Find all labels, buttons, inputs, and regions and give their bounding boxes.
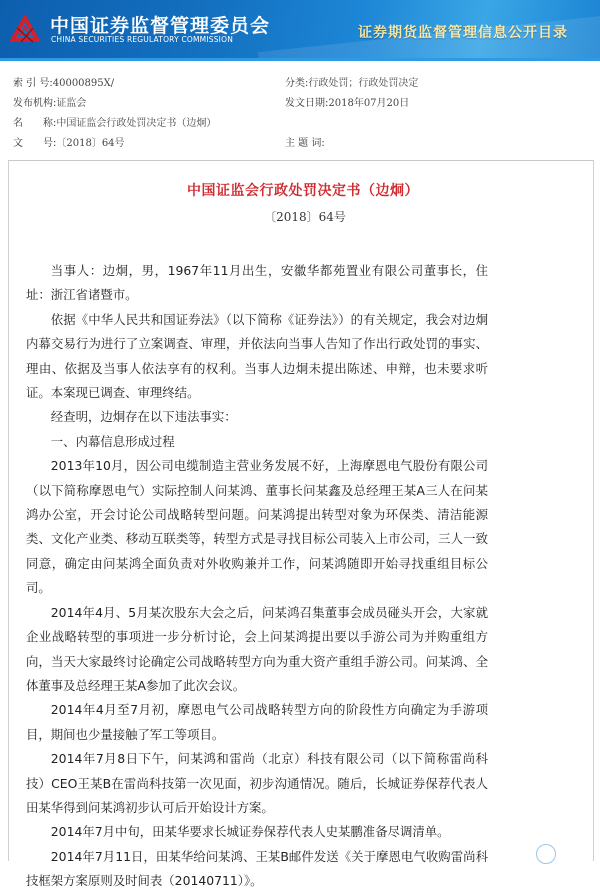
- meta-value: 〔2018〕64号: [56, 138, 125, 149]
- paragraph: 2014年4月、5月某次股东大会之后，问某鸿召集董事会成员碰头开会，大家就企业战略转型的事项进一步分析讨论，会上问某鸿提出要以手游公司为并购重组方向，当天大家最终讨论确定公司战略转型方向为重大资产重组手游公司。问某鸿、全体董事及总经理王某A参加了此次会议。: [26, 604, 488, 693]
- meta-label: 发布机构:: [13, 98, 57, 109]
- catalog-title: 证券期货监督管理信息公开目录: [358, 25, 568, 41]
- back-to-top-button[interactable]: [536, 844, 556, 864]
- meta-category: [285, 74, 418, 89]
- org-name-cn: 中国证券监督管理委员会: [50, 15, 271, 37]
- meta-value: 中国证监会行政处罚决定书（边炯）: [56, 118, 217, 129]
- meta-name: [13, 114, 216, 129]
- meta-label: 发文日期:: [285, 98, 329, 109]
- meta-keywords: [285, 134, 325, 149]
- meta-label: 索 引 号:: [13, 78, 53, 89]
- meta-doc-no: [13, 134, 125, 149]
- paragraph: 2014年4月至7月初，摩恩电气公司战略转型方向的阶段性方向确定为手游项目，期间也少量接触了军工等项目。: [26, 702, 488, 742]
- meta-label: 文 号:: [13, 138, 57, 149]
- csrc-logo-icon: [8, 12, 42, 46]
- meta-value: 证监会: [56, 98, 87, 109]
- meta-index-no: [13, 74, 114, 89]
- meta-issue-date: [285, 94, 409, 109]
- meta-value: 40000895X/: [52, 78, 115, 89]
- paragraph-party: 当事人：边炯，男，1967年11月出生，安徽华都苑置业有限公司董事长，住址：浙江省诸暨市。: [26, 263, 488, 303]
- section-heading: 一、内幕信息形成过程: [50, 433, 175, 449]
- document-metadata: [0, 62, 600, 162]
- meta-label: 名 称:: [13, 118, 57, 129]
- paragraph: 2013年10月，因公司电缆制造主营业务发展不好，上海摩恩电气股份有限公司（以下简称摩恩电气）实际控制人问某鸿、董事长问某鑫及总经理王某A三人在问某鸿办公室，开会讨论公司战略转型问题。问某鸿提出转型对象为环保类、清洁能源类、文化产业类、移动互联类等，转型方式是寻找目标公司装入上市公司，三人一致同意，确定由问某鸿全面负责对外收购兼并工作，问某鸿随即开始寻找重组目标公司。: [26, 458, 488, 596]
- document-title: 中国证监会行政处罚决定书（边炯）: [187, 183, 419, 199]
- document-number: 〔2018〕64号: [264, 210, 346, 224]
- paragraph: 2014年7月11日，田某华给问某鸿、王某B邮件发送《关于摩恩电气收购雷尚科技框架方案原则及时间表（20140711）》。: [26, 848, 488, 889]
- org-name-en: CHINA SECURITIES REGULATORY COMMISSION: [51, 35, 234, 44]
- paragraph: 2014年7月中旬，田某华要求长城证券保荐代表人史某鹏准备尽调清单。: [50, 824, 450, 840]
- document-body: [26, 259, 488, 894]
- meta-label: 分类:: [285, 78, 309, 89]
- paragraph: 2014年7月8日下午，问某鸿和雷尚（北京）科技有限公司（以下简称雷尚科技）CEO王某B在雷尚科技第一次见面，初步沟通情况。随后，长城证券保荐代表人田某华得到问某鸿初步认可后开始设计方案。: [26, 751, 488, 815]
- site-banner: [0, 0, 600, 61]
- paragraph-legal-basis: 依据《中华人民共和国证券法》（以下简称《证券法》）的有关规定，我会对边炯内幕交易行为进行了立案调查、审理，并依法向当事人告知了作出行政处罚的事实、理由、依据及当事人依法享有的权利。当事人边炯未提出陈述、申辩，也未要求听证。本案现已调查、审理终结。: [26, 311, 488, 401]
- meta-value: 2018年07月20日: [328, 98, 410, 109]
- meta-label: 主 题 词:: [285, 138, 325, 149]
- meta-publisher: [13, 94, 86, 109]
- paragraph-findings-intro: 经查明，边炯存在以下违法事实：: [50, 409, 237, 425]
- meta-value: 行政处罚；行政处罚决定: [308, 78, 419, 89]
